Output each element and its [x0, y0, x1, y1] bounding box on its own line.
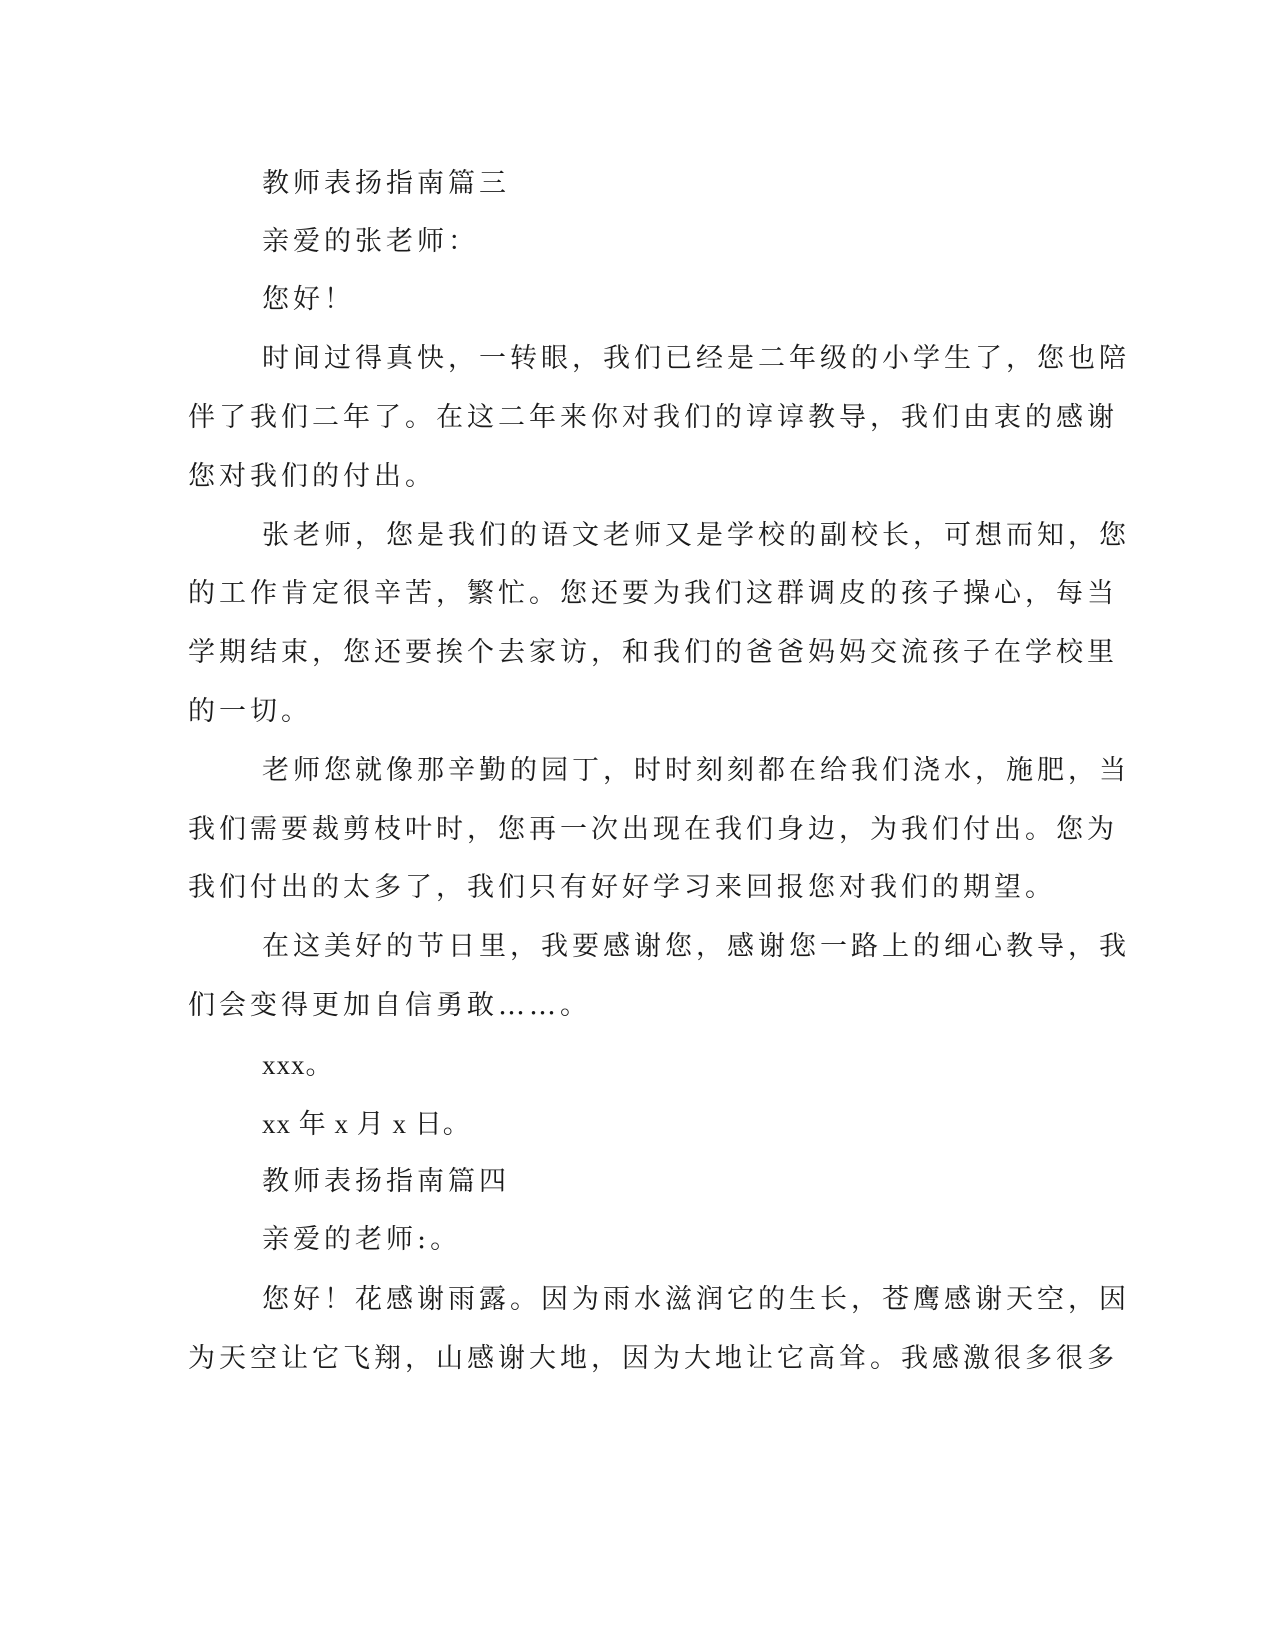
section-3-title: 教师表扬指南篇三 — [262, 168, 510, 199]
section-4-title: 教师表扬指南篇四 — [262, 1166, 510, 1197]
paragraph-line: 您对我们的付出。 — [188, 461, 436, 492]
section-4-salutation: 亲爱的老师:。 — [262, 1224, 462, 1255]
paragraph-line: 您好！花感谢雨露。因为雨水滋润它的生长，苍鹰感谢天空，因 — [262, 1284, 1130, 1315]
paragraph-line: 老师您就像那辛勤的园丁，时时刻刻都在给我们浇水，施肥，当 — [262, 755, 1130, 786]
paragraph-line: 的工作肯定很辛苦，繁忙。您还要为我们这群调皮的孩子操心，每当 — [188, 578, 1118, 609]
paragraph-line: 我们需要裁剪枝叶时，您再一次出现在我们身边，为我们付出。您为 — [188, 814, 1118, 845]
paragraph-line: 张老师，您是我们的语文老师又是学校的副校长，可想而知，您 — [262, 520, 1130, 551]
paragraph-line: 在这美好的节日里，我要感谢您，感谢您一路上的细心教导，我 — [262, 931, 1130, 962]
paragraph-line: 时间过得真快，一转眼，我们已经是二年级的小学生了，您也陪 — [262, 343, 1130, 374]
paragraph-line: 为天空让它飞翔，山感谢大地，因为大地让它高耸。我感激很多很多 — [188, 1343, 1118, 1374]
signature: xxx。 — [262, 1050, 334, 1080]
paragraph-line: 的一切。 — [188, 696, 312, 727]
section-3-greeting: 您好！ — [262, 284, 355, 315]
paragraph-line: 我们付出的太多了，我们只有好好学习来回报您对我们的期望。 — [188, 872, 1056, 903]
paragraph-line: 伴了我们二年了。在这二年来你对我们的谆谆教导，我们由衷的感谢 — [188, 402, 1118, 433]
section-3-salutation: 亲爱的张老师： — [262, 226, 479, 257]
paragraph-line: 学期结束，您还要挨个去家访，和我们的爸爸妈妈交流孩子在学校里 — [188, 637, 1118, 668]
letter-date: xx 年 x 月 x 日。 — [262, 1109, 471, 1139]
paragraph-line: 们会变得更加自信勇敢……。 — [188, 990, 591, 1021]
